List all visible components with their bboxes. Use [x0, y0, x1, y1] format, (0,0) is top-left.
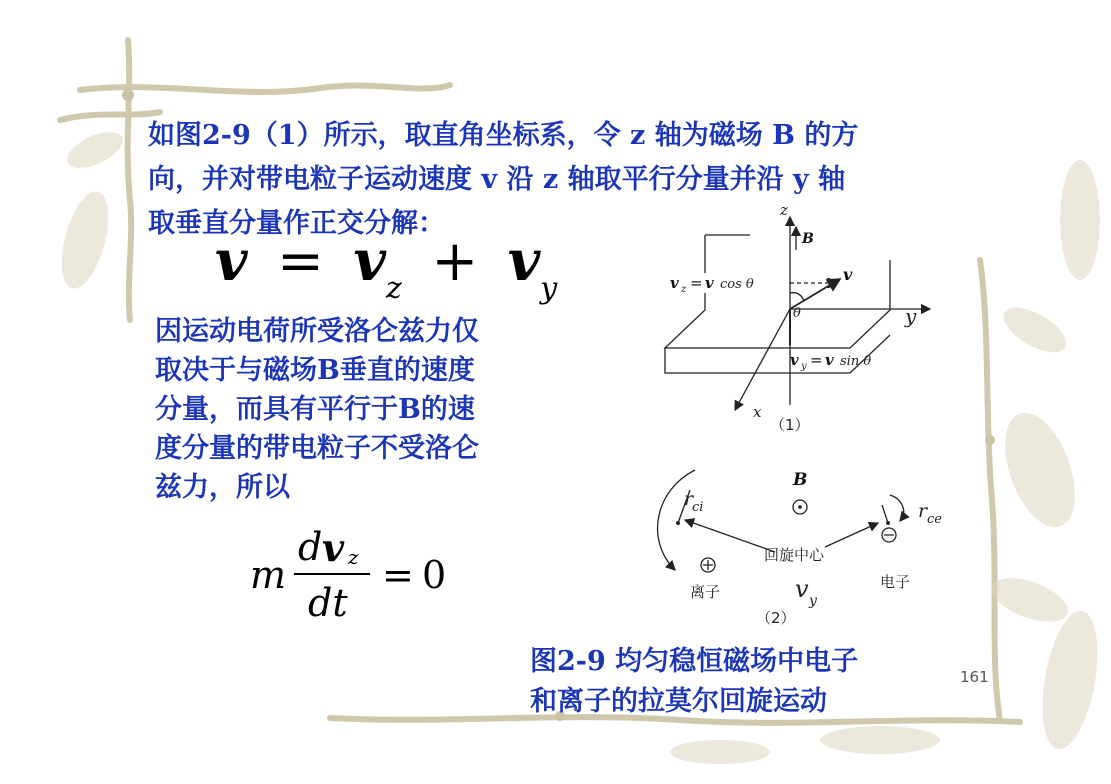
svg-text:r: r [684, 488, 694, 510]
caption-line-1: 图2-9 均匀稳恒磁场中电子 [530, 646, 859, 677]
figure-caption [530, 642, 930, 722]
intro-line-1: 如图2-9（1）所示，取直角坐标系，令 z 轴为磁场 B 的方 [148, 120, 859, 151]
fig2-center-label: 回旋中心 [764, 546, 825, 564]
lorentz-line-5: 兹力，所以 [155, 472, 290, 503]
figure-drawing [640, 205, 955, 630]
lorentz-paragraph [155, 312, 545, 507]
fig1-b-label: B [802, 231, 814, 247]
lorentz-line-2: 取决于与磁场B垂直的速度 [155, 355, 475, 386]
intro-line-3: 取垂直分量作正交分解： [148, 208, 445, 239]
svg-text:r: r [918, 500, 928, 522]
fig2-rci-label [684, 488, 703, 515]
fig1-vz-expression [668, 273, 780, 295]
svg-text:=: = [690, 274, 703, 292]
lorentz-line-3: 分量，而具有平行于B的速 [155, 394, 475, 425]
fig1-z-label: z [780, 205, 788, 219]
svg-text:v: v [825, 351, 834, 369]
fig1-x-label: x [753, 403, 762, 421]
eq1-term1: v [353, 228, 387, 294]
fig1-y-label: y [905, 304, 917, 328]
eq2-num-d: d [298, 525, 323, 569]
fig1-v-label: v [843, 265, 853, 284]
svg-text:cos θ: cos θ [720, 277, 754, 292]
fig2-electron-label: 电子 [880, 573, 911, 591]
fig1-theta: θ [793, 306, 801, 321]
fig2-b-label: B [793, 470, 808, 490]
svg-text:=: = [810, 351, 823, 369]
lorentz-line-1: 因运动电荷所受洛仑兹力仅 [155, 316, 479, 347]
eq2-equals: = [382, 553, 414, 597]
eq1-plus: + [431, 229, 479, 294]
svg-text:v: v [790, 351, 799, 369]
page-number: 161 [960, 668, 989, 686]
eq2-num-sub: z [348, 545, 359, 569]
parallel-motion-equation [250, 525, 460, 625]
fig2-number: （2） [756, 609, 796, 627]
eq1-lhs: v [215, 228, 248, 294]
eq1-equals: = [277, 229, 324, 294]
lorentz-line-4: 度分量的带电粒子不受洛仑 [155, 433, 479, 464]
svg-text:v: v [670, 274, 679, 292]
eq2-mass: m [250, 553, 287, 597]
svg-text:ci: ci [692, 500, 704, 515]
fig1-number: （1） [770, 416, 810, 434]
svg-text:y: y [809, 593, 817, 609]
fig2-vy-label [795, 575, 818, 609]
caption-line-2: 和离子的拉莫尔回旋运动 [530, 686, 827, 717]
intro-line-2: 向，并对带电粒子运动速度 v 沿 z 轴取平行分量并沿 y 轴 [148, 164, 846, 195]
svg-text:y: y [801, 361, 807, 372]
eq2-fraction-bar [294, 573, 370, 575]
eq1-term1-sub: z [386, 271, 402, 306]
fig1-vy-expression [790, 351, 871, 372]
fig2-rce-label [918, 500, 942, 527]
svg-text:sin θ: sin θ [840, 354, 872, 369]
fig2-ion-label: 离子 [690, 583, 721, 601]
svg-text:v: v [705, 274, 714, 292]
eq2-denominator: dt [308, 581, 348, 625]
eq1-term2: v [507, 228, 541, 294]
figure-2-9 [640, 205, 955, 630]
eq2-num-v: v [322, 525, 345, 570]
svg-text:z: z [681, 284, 687, 295]
eq1-term2-sub: y [540, 271, 558, 306]
eq2-zero: 0 [422, 553, 447, 597]
svg-text:ce: ce [927, 512, 942, 527]
svg-text:v: v [795, 575, 809, 603]
velocity-decomposition-equation [215, 228, 557, 306]
